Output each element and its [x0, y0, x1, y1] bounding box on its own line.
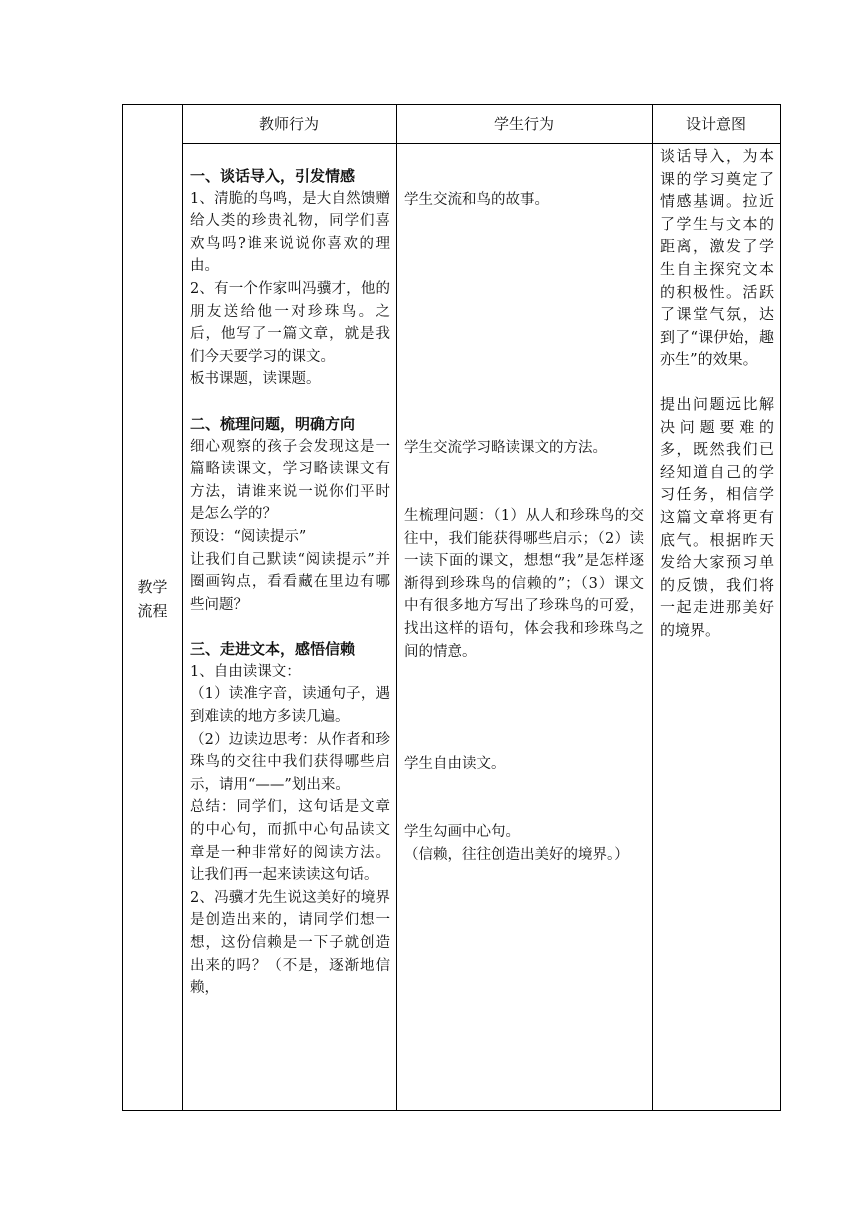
paragraph: 总结：同学们，这句话是文章的中心句，而抓中心句品读文章是一种非常好的阅读方法。让我们再一起来读读这句话。: [190, 799, 390, 884]
design-text: 提出问题远比解决问题要难的多，既然我们已经知道自己的学习任务，相信学这篇文章将更有底气。根据昨天发给大家预习单的反馈，我们将一起走进那美好的境界。: [660, 394, 774, 639]
section-title: 二、梳理问题，明确方向: [190, 414, 356, 433]
lesson-plan-table: [122, 104, 781, 1111]
paragraph: 细心观察的孩子会发现这是一篇略读课文，学习略读课文有方法，请谁来说一说你们平时是怎么学的？: [190, 438, 390, 523]
section-title: 一、谈话导入，引发情感: [190, 167, 356, 185]
paragraph: 预设：“阅读提示”: [190, 528, 307, 545]
student-text: 学生自由读文。: [404, 756, 506, 772]
row-label-text: 教学 流程: [137, 578, 168, 620]
student-text: （信赖，往往创造出美好的境界。）: [404, 846, 629, 863]
student-note: [404, 189, 644, 212]
header-teacher: 教师行为: [258, 115, 319, 133]
header-design: 设计意图: [685, 115, 746, 133]
student-note: [404, 505, 644, 663]
paragraph: 1、清脆的鸟鸣，是大自然馈赠给人类的珍贵礼物，同学们喜欢鸟吗?谁来说说你喜欢的理由。: [190, 190, 390, 275]
header-divider: [182, 143, 780, 144]
student-text: 学生交流学习略读课文的方法。: [404, 440, 607, 456]
paragraph: （1）读准字音，读通句子，遇到难读的地方多读几遍。: [190, 686, 390, 726]
student-note: [404, 821, 644, 866]
design-text: 谈话导入，为本课的学习奠定了情感基调。拉近了学生与文本的距离，激发了学生自主探究文本的积极性。活跃了课堂气氛，达到了“课伊始，趣亦生”的效果。: [660, 147, 774, 369]
table-divider: [396, 105, 397, 1110]
table-divider: [652, 105, 653, 1110]
student-text: 生梳理问题：（1）从人和珍珠鸟的交往中，我们能获得哪些启示；（2）读一读下面的课文，想想“我”是怎样逐渐得到珍珠鸟的信赖的”；（3）课文中有很多地方写出了珍珠鸟的可爱，找出这样的语句，体会我和珍珠鸟之间的情意。: [404, 508, 644, 660]
student-text: 学生交流和鸟的故事。: [404, 192, 549, 208]
paragraph: 让我们自己默读“阅读提示”并圈画钩点，看看藏在里边有哪些问题？: [190, 551, 390, 613]
paragraph: 1、自由读课文：: [190, 663, 301, 680]
section-title: 三、走进文本，感悟信赖: [190, 640, 356, 659]
paragraph: 2、有一个作家叫冯骥才，他的朋友送给他一对珍珠鸟。之后，他写了一篇文章，就是我们今天要学习的课文。: [190, 280, 390, 365]
teacher-column: [190, 165, 390, 1000]
paragraph: （2）边读边思考：从作者和珍珠鸟的交往中我们获得哪些启示，请用“——”划出来。: [190, 731, 390, 793]
student-note: [404, 753, 644, 776]
paragraph: 2、冯骥才先生说这美好的境界是创造出来的，请同学们想一想，这份信赖是一下子就创造出来的吗？（不是，逐渐地信赖，: [190, 889, 390, 997]
student-note: [404, 437, 644, 460]
paragraph: 板书课题，读课题。: [190, 371, 321, 388]
row-label: [123, 575, 182, 623]
student-text: 学生勾画中心句。: [404, 824, 520, 840]
header-student: 学生行为: [493, 115, 554, 133]
table-divider: [182, 105, 183, 1110]
design-column: [660, 145, 774, 641]
